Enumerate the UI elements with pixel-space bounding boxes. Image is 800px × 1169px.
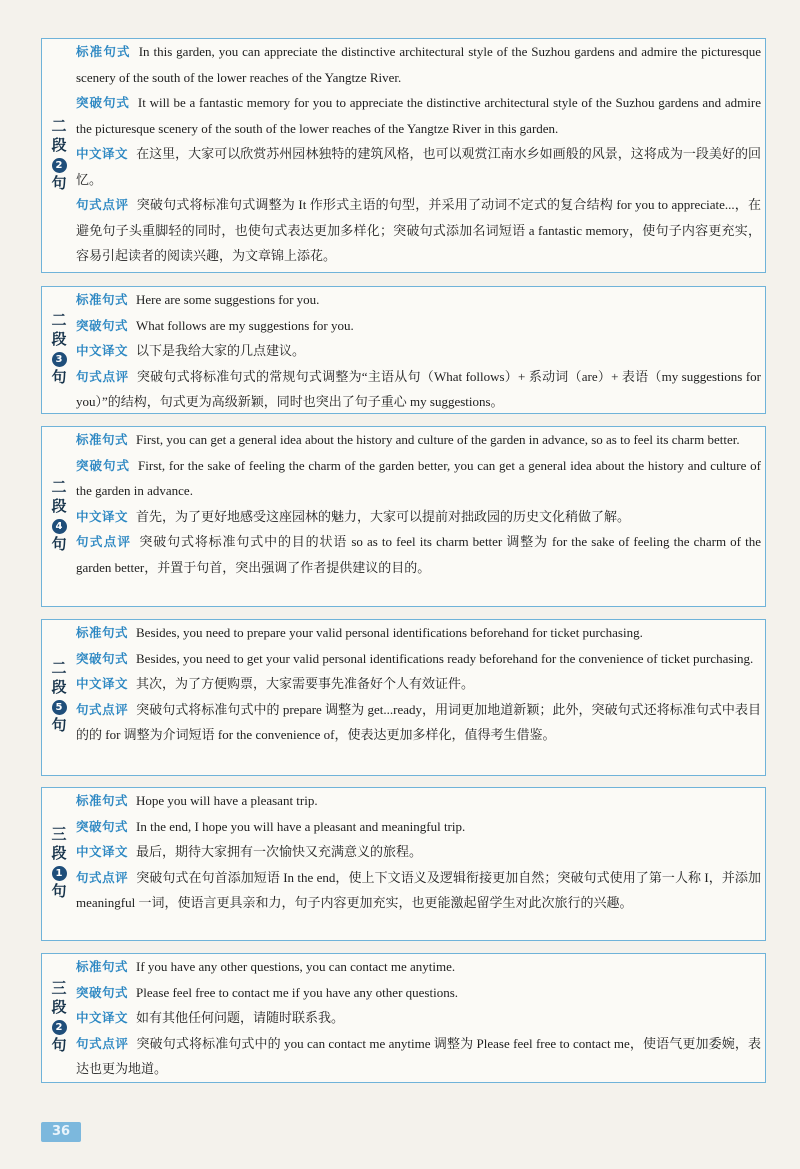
breakthrough-sentence [76, 980, 761, 1006]
comment-label: 句式点评 [76, 197, 129, 212]
standard-text: If you have any other questions, you can contact me anytime. [136, 959, 456, 974]
breakthrough-sentence [76, 453, 761, 504]
comment-text: 突破句式将标准句式调整为 It 作形式主语的句型，并采用了动词不定式的复合结构 for you to appreciate...，在避免句子头重脚轻的同时，也使句式表达更加多样化；突破句式添加名词短语 a fantastic memory，使句子内容更充实，容易引起读者的阅读兴趣，为文章锦上添花。 [76, 197, 761, 263]
comment-sentence [76, 192, 761, 269]
marker-char: 段 [51, 679, 67, 696]
marker-char: 段 [51, 846, 67, 862]
translation-label: 中文译文 [76, 676, 129, 691]
marker-number: 5 [52, 700, 67, 715]
breakthrough-label: 突破句式 [76, 317, 129, 333]
marker-number: 3 [52, 352, 67, 367]
section-2-4 [41, 426, 766, 607]
breakthrough-label: 突破句式 [76, 818, 129, 834]
marker-char: 三 [51, 827, 67, 843]
comment-text: 突破句式将标准句式中的目的状语 so as to feel its charm better 调整为 for the sake of feeling the charm of the garden better，并置于句首，突出强调了作者提供建议的目的。 [76, 534, 761, 575]
marker-number: 1 [52, 866, 67, 881]
page-number: 36 [41, 1122, 81, 1142]
standard-label: 标准句式 [76, 292, 129, 307]
translation-label: 中文译文 [76, 844, 129, 859]
marker-char: 二 [51, 479, 67, 496]
comment-sentence [76, 529, 761, 580]
breakthrough-sentence [76, 646, 761, 672]
comment-text: 突破句式将标准句式的常规句式调整为“主语从句（What follows）+ 系动词（are）+ 表语（my suggestions for you）”的结构，句式更为高级新颖，同时也突出了句子重心 my suggestions。 [76, 368, 761, 409]
marker-char: 句 [51, 717, 67, 734]
breakthrough-text: Besides, you need to get your valid personal identifications ready beforehand for the convenience of ticket purchasing. [136, 650, 754, 666]
standard-sentence [76, 620, 761, 646]
breakthrough-sentence [76, 313, 761, 339]
marker-char: 二 [51, 660, 67, 677]
comment-label: 句式点评 [76, 534, 132, 549]
comment-label: 句式点评 [76, 368, 129, 384]
comment-sentence [76, 697, 761, 748]
translation-sentence [76, 504, 761, 530]
breakthrough-sentence [76, 90, 761, 141]
marker-char: 句 [51, 175, 67, 192]
standard-label: 标准句式 [76, 44, 131, 59]
breakthrough-text: Please feel free to contact me if you have any other questions. [136, 984, 459, 1000]
marker-char: 句 [51, 536, 67, 553]
section-3-2 [41, 953, 766, 1083]
marker-char: 段 [51, 498, 67, 515]
marker-char: 段 [51, 1000, 67, 1016]
translation-sentence [76, 141, 761, 192]
translation-text: 在这里，大家可以欣赏苏州园林独特的建筑风格，也可以观赏江南水乡如画般的风景，这将成为一段美好的回忆。 [76, 146, 761, 187]
marker-char: 段 [51, 332, 67, 348]
marker-char: 三 [51, 981, 67, 997]
breakthrough-label: 突破句式 [76, 650, 129, 666]
section-2-3 [41, 286, 766, 414]
standard-sentence [76, 788, 761, 814]
section-2-2 [41, 38, 766, 273]
breakthrough-label: 突破句式 [76, 457, 131, 473]
comment-sentence [76, 865, 761, 916]
breakthrough-sentence [76, 814, 761, 840]
standard-sentence [76, 954, 761, 980]
translation-label: 中文译文 [76, 343, 129, 358]
section-marker [42, 620, 76, 775]
comment-label: 句式点评 [76, 869, 129, 885]
breakthrough-text: In the end, I hope you will have a pleasant and meaningful trip. [136, 818, 466, 834]
comment-sentence [76, 1031, 761, 1082]
standard-sentence [76, 287, 761, 313]
comment-text: 突破句式在句首添加短语 In the end，使上下文语义及逻辑衔接更加自然；突破句式使用了第一人称 I，并添加 meaningful 一词，使语言更具亲和力，句子内容更加充实，也更能激起留学生对此次旅行的兴趣。 [76, 869, 761, 910]
marker-char: 二 [51, 118, 67, 135]
section-marker [42, 39, 76, 272]
marker-number: 4 [52, 519, 67, 534]
marker-char: 二 [51, 313, 67, 329]
comment-text: 突破句式将标准句式中的 prepare 调整为 get...ready，用词更加地道新颖；此外，突破句式还将标准句式中表目的的 for 调整为介词短语 for the convenience of，使表达更加多样化，值得考生借鉴。 [76, 701, 761, 742]
translation-text: 最后，期待大家拥有一次愉快又充满意义的旅程。 [136, 844, 423, 859]
marker-char: 句 [51, 884, 67, 900]
standard-text: Here are some suggestions for you. [136, 292, 320, 307]
translation-text: 其次，为了方便购票，大家需要事先准备好个人有效证件。 [136, 676, 475, 691]
breakthrough-label: 突破句式 [76, 95, 130, 110]
marker-char: 句 [51, 1038, 67, 1054]
standard-label: 标准句式 [76, 793, 129, 808]
comment-label: 句式点评 [76, 1035, 129, 1051]
comment-text: 突破句式将标准句式中的 you can contact me anytime 调整为 Please feel free to contact me，使语气更加委婉，表达也更为地道。 [76, 1035, 761, 1076]
section-2-5 [41, 619, 766, 776]
translation-label: 中文译文 [76, 1010, 129, 1025]
marker-char: 段 [51, 137, 67, 154]
breakthrough-text: It will be a fantastic memory for you to appreciate the distinctive architectural style of the Suzhou gardens and admire the picturesque scenery of the south of the lower reaches of the Yangtze River in this garden. [76, 95, 761, 136]
standard-label: 标准句式 [76, 959, 129, 974]
section-marker [42, 427, 76, 606]
section-marker [42, 788, 76, 940]
standard-sentence [76, 427, 761, 453]
standard-text: Hope you will have a pleasant trip. [136, 793, 318, 808]
translation-text: 如有其他任何问题，请随时联系我。 [136, 1010, 345, 1025]
standard-text: Besides, you need to prepare your valid personal identifications beforehand for ticket purchasing. [136, 625, 643, 640]
translation-text: 首先，为了更好地感受这座园林的魅力，大家可以提前对拙政园的历史文化稍做了解。 [136, 508, 631, 524]
translation-text: 以下是我给大家的几点建议。 [136, 343, 306, 358]
standard-label: 标准句式 [76, 625, 129, 640]
marker-number: 2 [52, 1020, 67, 1035]
breakthrough-label: 突破句式 [76, 984, 129, 1000]
breakthrough-text: First, for the sake of feeling the charm of the garden better, you can get a general idea about the history and culture of the garden in advance. [76, 457, 761, 498]
breakthrough-text: What follows are my suggestions for you. [136, 317, 354, 333]
translation-sentence [76, 671, 761, 697]
translation-label: 中文译文 [76, 146, 129, 161]
section-marker [42, 287, 76, 413]
comment-label: 句式点评 [76, 701, 129, 717]
section-marker [42, 954, 76, 1082]
translation-sentence [76, 839, 761, 865]
translation-sentence [76, 338, 761, 364]
translation-sentence [76, 1005, 761, 1031]
standard-sentence [76, 39, 761, 90]
marker-char: 句 [51, 370, 67, 386]
standard-text: First, you can get a general idea about the history and culture of the garden in advance, so as to feel its charm better. [136, 432, 740, 447]
marker-number: 2 [52, 158, 67, 173]
standard-text: In this garden, you can appreciate the distinctive architectural style of the Suzhou gardens and admire the picturesque scenery of the south of the lower reaches of the Yangtze River. [76, 44, 761, 85]
section-3-1 [41, 787, 766, 941]
standard-label: 标准句式 [76, 432, 129, 447]
translation-label: 中文译文 [76, 508, 129, 524]
comment-sentence [76, 364, 761, 415]
